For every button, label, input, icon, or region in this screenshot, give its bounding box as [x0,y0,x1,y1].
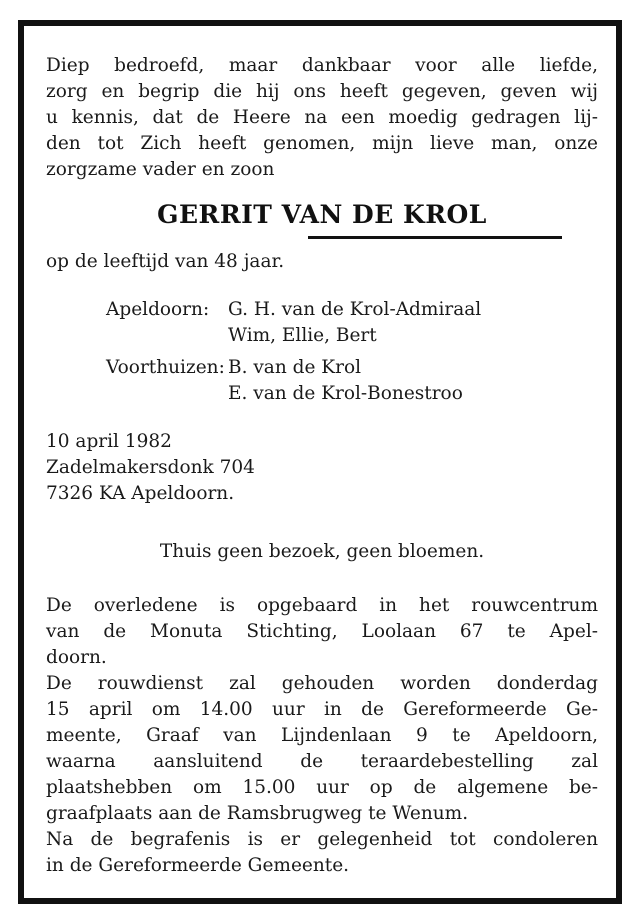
name-underline [308,236,562,239]
address-line: 10 april 1982 [46,431,172,452]
intro-line: u kennis, dat de Heere na een moedig gedragen lij- [46,107,598,128]
deceased-name: GERRIT VAN DE KROL [157,200,487,229]
address-line: 7326 KA Apeldoorn. [46,483,235,504]
details-line: meente, Graaf van Lijndenlaan 9 te Apeldoorn, [46,725,598,746]
details-line: 15 april om 14.00 uur in de Gereformeerde Ge- [46,699,598,720]
family-place: Apeldoorn: [106,299,210,320]
age-line: op de leeftijd van 48 jaar. [46,251,285,272]
family-name: E. van de Krol-Bonestroo [228,383,463,404]
details-line: De overledene is opgebaard in het rouwcentrum [46,595,598,616]
intro-line: Diep bedroefd, maar dankbaar voor alle liefde, [46,55,598,76]
details-line: plaatshebben om 15.00 uur op de algemene be- [46,777,598,798]
details-line: van de Monuta Stichting, Loolaan 67 te Apel- [46,621,598,642]
family-place: Voorthuizen: [106,357,225,378]
address-line: Zadelmakersdonk 704 [46,457,255,478]
family-name: Wim, Ellie, Bert [228,325,377,346]
family-name: G. H. van de Krol-Admiraal [228,299,482,320]
details-line: waarna aansluitend de teraardebestelling zal [46,751,598,772]
details-line: graafplaats aan de Ramsbrugweg te Wenum. [46,803,469,824]
details-line: doorn. [46,647,107,668]
intro-line: den tot Zich heeft genomen, mijn lieve man, onze [46,133,598,154]
intro-line: zorgzame vader en zoon [46,159,275,180]
details-line: De rouwdienst zal gehouden worden donderdag [46,673,598,694]
notice-line: Thuis geen bezoek, geen bloemen. [159,541,485,562]
intro-line: zorg en begrip die hij ons heeft gegeven, geven wij [46,81,598,102]
family-name: B. van de Krol [228,357,362,378]
details-line: Na de begrafenis is er gelegenheid tot condoleren [46,829,598,850]
details-line: in de Gereformeerde Gemeente. [46,855,350,876]
announcement-frame [18,20,622,904]
